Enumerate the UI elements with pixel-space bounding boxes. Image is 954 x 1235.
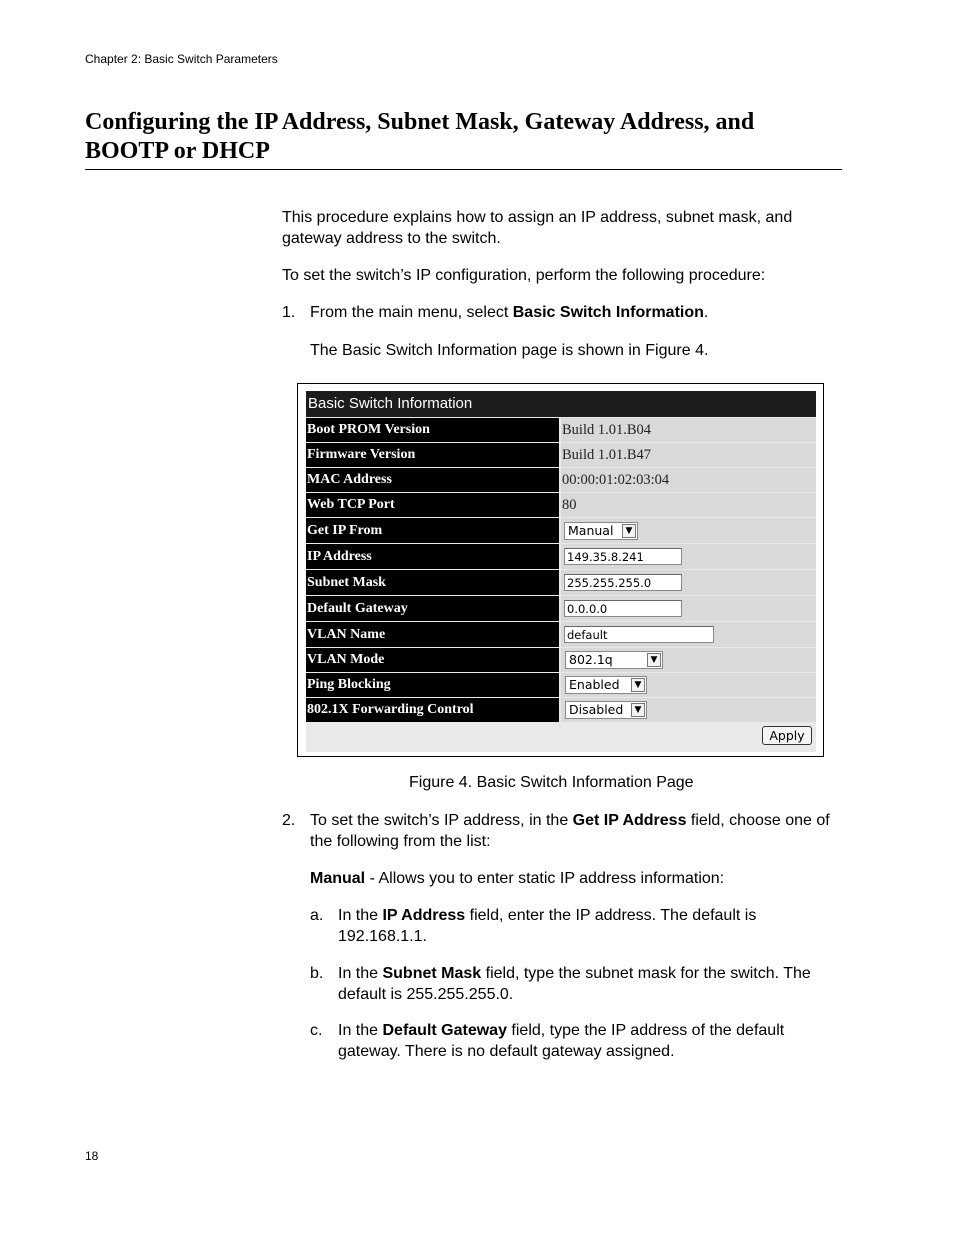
row-label: Get IP From <box>306 518 559 543</box>
row-value: Build 1.01.B47 <box>561 443 816 467</box>
substep-pre: In the <box>338 907 383 924</box>
page-number: 18 <box>85 1149 99 1163</box>
row-label: MAC Address <box>306 468 559 492</box>
running-head: Chapter 2: Basic Switch Parameters <box>85 52 278 66</box>
row-label: Firmware Version <box>306 443 559 467</box>
chevron-down-icon[interactable]: ▼ <box>647 653 661 667</box>
apply-button[interactable]: Apply <box>762 726 812 745</box>
row-label: VLAN Name <box>306 622 559 647</box>
step-1-bold: Basic Switch Information <box>512 304 704 321</box>
row-web-tcp-port <box>306 493 816 517</box>
ping-blocking-select[interactable] <box>565 676 647 694</box>
row-8021x-forwarding <box>306 698 816 722</box>
row-value: Build 1.01.B04 <box>561 418 816 442</box>
row-value <box>561 596 816 621</box>
row-ping-blocking <box>306 673 816 697</box>
vlan-mode-select[interactable] <box>565 651 663 669</box>
row-value <box>561 673 816 697</box>
row-label: Subnet Mask <box>306 570 559 595</box>
row-value <box>561 648 816 672</box>
substep-bold: IP Address <box>382 907 466 924</box>
figure-caption: Figure 4. Basic Switch Information Page <box>409 774 694 791</box>
row-value <box>561 544 816 569</box>
title-rule <box>85 169 842 170</box>
figure-basic-switch-information <box>297 383 824 757</box>
manual-text: - Allows you to enter static IP address information: <box>365 870 725 887</box>
row-label: IP Address <box>306 544 559 569</box>
row-firmware <box>306 443 816 467</box>
section-title: Configuring the IP Address, Subnet Mask, Gateway Address, and BOOTP or DHCP <box>85 109 755 164</box>
step-1-pre: From the main menu, select <box>310 304 513 321</box>
substep-bold: Default Gateway <box>382 1022 507 1039</box>
select-value: Manual <box>568 522 614 538</box>
substep-pre: In the <box>338 1022 383 1039</box>
row-label: Boot PROM Version <box>306 418 559 442</box>
chevron-down-icon[interactable]: ▼ <box>631 703 645 717</box>
substep-a-text <box>338 906 842 947</box>
substep-bold: Subnet Mask <box>382 965 482 982</box>
substep-c-text <box>338 1021 842 1062</box>
substep-pre: In the <box>338 965 383 982</box>
step-2-number: 2. <box>282 812 296 829</box>
step-2-post: field, choose one of the following from the list: <box>310 812 830 850</box>
chevron-down-icon[interactable]: ▼ <box>631 678 645 692</box>
manual-bold: Manual <box>310 870 366 887</box>
row-boot-prom <box>306 418 816 442</box>
switch-info-panel <box>306 391 816 752</box>
substep-post: field, type the subnet mask for the switch. The default is 255.255.255.0. <box>338 965 811 1003</box>
row-label: Default Gateway <box>306 596 559 621</box>
chevron-down-icon[interactable]: ▼ <box>622 524 636 538</box>
row-value <box>561 518 816 543</box>
step-1-text <box>310 303 842 324</box>
substep-post: field, type the IP address of the default gateway. There is no default gateway assigned. <box>338 1022 785 1060</box>
row-label: Ping Blocking <box>306 673 559 697</box>
vlan-name-input[interactable]: default <box>564 626 714 643</box>
row-mac-address <box>306 468 816 492</box>
step-2-pre: To set the switch’s IP address, in the <box>310 812 573 829</box>
row-vlan-mode <box>306 648 816 672</box>
row-label: Web TCP Port <box>306 493 559 517</box>
default-gateway-input[interactable]: 0.0.0.0 <box>564 600 682 617</box>
step-2-text <box>310 811 842 852</box>
row-ip-address <box>306 544 816 569</box>
step-2-bold: Get IP Address <box>572 812 687 829</box>
substep-b-text <box>338 964 842 1005</box>
row-label: 802.1X Forwarding Control <box>306 698 559 722</box>
8021x-forwarding-select[interactable] <box>565 701 647 719</box>
substep-c-letter: c. <box>310 1022 323 1039</box>
select-value: 802.1q <box>569 652 613 667</box>
row-default-gateway <box>306 596 816 621</box>
select-value: Enabled <box>569 677 620 692</box>
procedure-intro: To set the switch’s IP configuration, perform the following procedure: <box>282 267 766 284</box>
panel-header: Basic Switch Information <box>306 391 816 417</box>
row-get-ip-from <box>306 518 816 543</box>
row-value: 80 <box>561 493 816 517</box>
manual-option <box>310 869 842 890</box>
row-vlan-name <box>306 622 816 647</box>
subnet-mask-input[interactable]: 255.255.255.0 <box>564 574 682 591</box>
step-1-post: . <box>703 304 709 321</box>
row-value <box>561 698 816 722</box>
get-ip-from-select[interactable] <box>564 522 638 540</box>
step-1-note: The Basic Switch Information page is shown in Figure 4. <box>310 342 709 359</box>
select-value: Disabled <box>569 702 624 717</box>
substep-a-letter: a. <box>310 907 324 924</box>
step-1-number: 1. <box>282 304 296 321</box>
row-subnet-mask <box>306 570 816 595</box>
intro-paragraph: This procedure explains how to assign an IP address, subnet mask, and gateway address to the switch. <box>282 209 793 247</box>
row-value: 00:00:01:02:03:04 <box>561 468 816 492</box>
substep-post: field, enter the IP address. The default is 192.168.1.1. <box>338 907 757 945</box>
row-value <box>561 622 816 647</box>
row-label: VLAN Mode <box>306 648 559 672</box>
ip-address-input[interactable]: 149.35.8.241 <box>564 548 682 565</box>
substep-b-letter: b. <box>310 965 324 982</box>
row-value <box>561 570 816 595</box>
